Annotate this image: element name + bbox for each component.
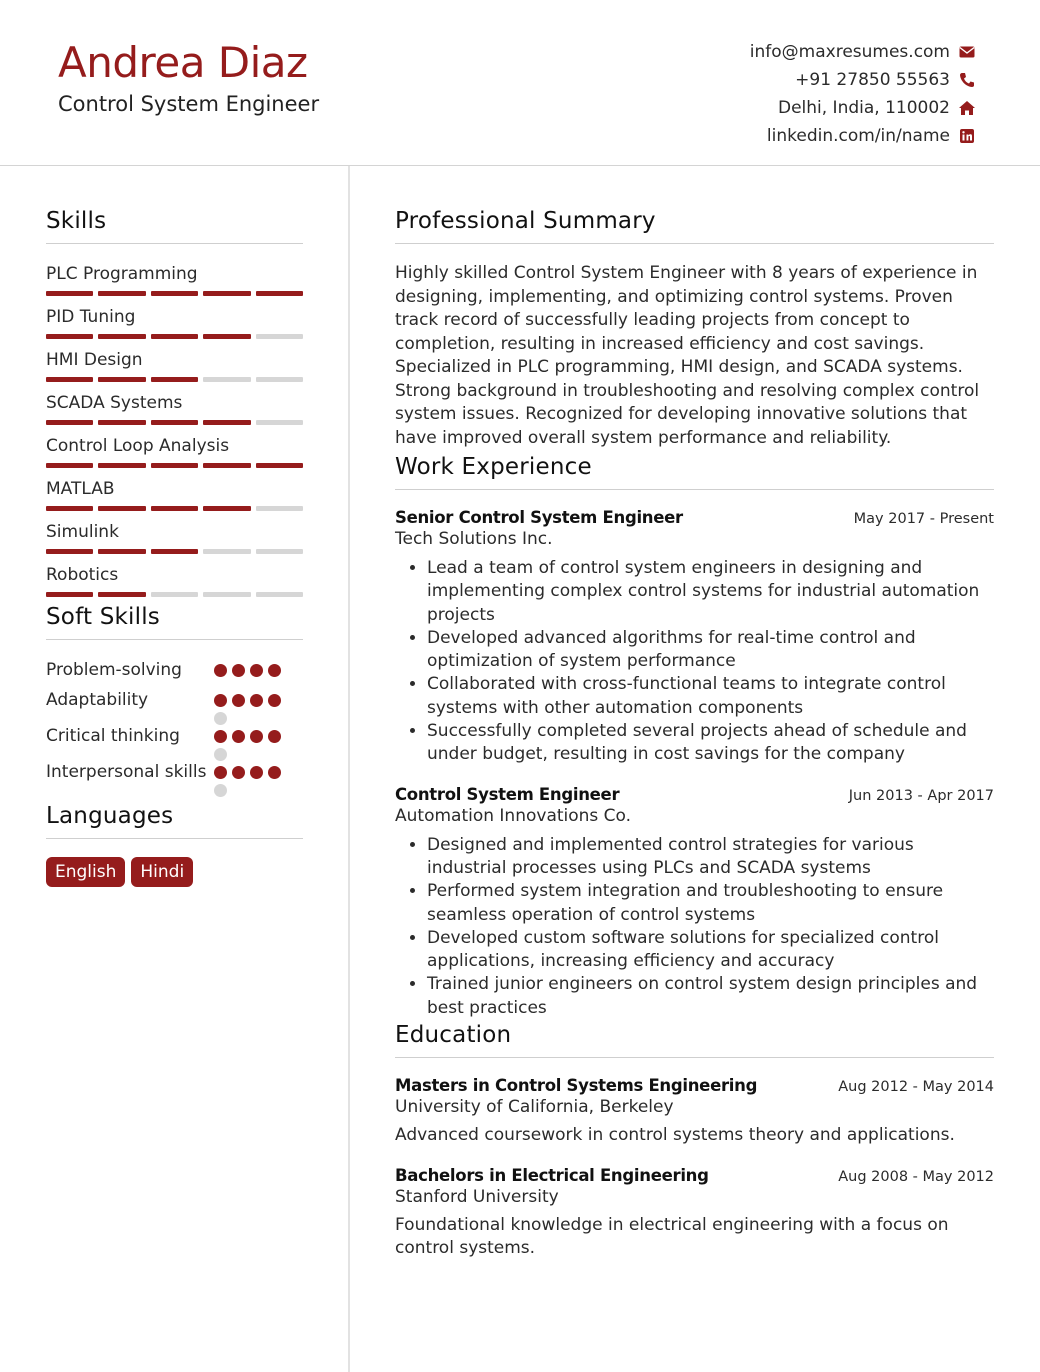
skill-name: PLC Programming [46,264,198,284]
job-bullet: • Designed and implemented control strategies for various industrial processes using PLCs and SCADA systems [427,834,994,881]
skill-level-segment [203,291,250,296]
languages-heading: Languages [46,803,303,839]
skill-name: MATLAB [46,479,115,499]
contact-location-text: Delhi, India, 110002 [777,98,950,118]
skill-item [46,262,303,305]
skill-level-segment [256,592,303,597]
skill-level-segment [46,377,93,382]
skill-item [46,563,303,606]
skill-level-segment [98,291,145,296]
job-bullets [395,557,994,767]
soft-skill-dot [250,694,263,707]
soft-skill-dot [250,664,263,677]
skill-level-segment [203,420,250,425]
job-bullet: • Performed system integration and troubleshooting to ensure seamless operation of control systems [427,880,994,927]
skill-level-segment [151,291,198,296]
skill-level-segment [151,463,198,468]
skill-level-segment [46,463,93,468]
skill-level-segment [203,506,250,511]
soft-skill-dot [268,694,281,707]
skill-name: Simulink [46,522,119,542]
contact-phone[interactable] [750,66,976,94]
skill-level-segment [46,549,93,554]
skill-level-segment [98,420,145,425]
experience-heading: Work Experience [395,454,994,490]
soft-skill-dot [250,766,263,779]
soft-skill-dot [232,766,245,779]
job-bullet: • Developed custom software solutions for specialized control applications, increasing efficiency and accuracy [427,927,994,974]
skill-name: PID Tuning [46,307,136,327]
education-description: Advanced coursework in control systems theory and applications. [395,1125,955,1146]
education-description: Foundational knowledge in electrical engineering with a focus on control systems. [395,1214,949,1259]
experience-list [395,508,994,1020]
skill-level-segment [203,592,250,597]
skill-level-segment [46,592,93,597]
skills-heading: Skills [46,208,303,244]
job-bullet: • Collaborated with cross-functional teams to integrate control systems with other automation components [427,673,994,720]
education-heading: Education [395,1022,994,1058]
skill-level-segment [98,592,145,597]
education-entry [395,1166,994,1261]
contact-email[interactable] [750,38,976,66]
skill-level-segment [46,506,93,511]
job-entry [395,508,994,767]
education-school: Stanford University [395,1186,559,1207]
skill-level-bar [46,549,303,554]
soft-skill-item [46,761,303,797]
language-tag: Hindi [131,857,193,887]
job-entry [395,785,994,1020]
education-header [395,1076,994,1095]
job-bullets [395,834,994,1020]
soft-skill-item [46,659,303,689]
skill-level-segment [256,506,303,511]
job-dates: May 2017 - Present [853,511,994,527]
education-dates: Aug 2008 - May 2012 [838,1168,994,1185]
soft-skill-dot [214,730,227,743]
soft-skill-dot [268,730,281,743]
job-title: Control System Engineer [395,784,620,804]
education-degree: Masters in Control Systems Engineering [395,1076,758,1096]
skill-level-bar [46,334,303,339]
languages-list [46,857,303,887]
skill-name: Control Loop Analysis [46,436,230,456]
column-divider [348,166,350,1372]
job-bullet: • Developed advanced algorithms for real-time control and optimization of system performance [427,627,994,674]
skill-level-segment [151,334,198,339]
contact-email-text: info@maxresumes.com [749,42,950,62]
soft-skill-name: Interpersonal skills [46,762,207,782]
soft-skills-list [46,659,303,797]
soft-skill-dot [214,694,227,707]
linkedin-icon [958,127,976,145]
candidate-name: Andrea Diaz [58,38,308,87]
soft-skill-dot [214,766,227,779]
contact-linkedin[interactable] [750,122,976,150]
soft-skill-name: Problem-solving [46,660,182,680]
phone-icon [958,71,976,89]
skill-level-segment [256,291,303,296]
left-column [46,208,303,887]
skill-level-segment [151,549,198,554]
skill-level-bar [46,420,303,425]
skill-level-segment [256,420,303,425]
skill-level-segment [151,592,198,597]
skill-level-segment [203,377,250,382]
job-bullet: • Trained junior engineers on control system design principles and best practices [427,973,994,1020]
skill-level-segment [151,506,198,511]
skill-item [46,305,303,348]
job-dates: Jun 2013 - Apr 2017 [848,787,994,804]
soft-skill-item [46,725,303,761]
skill-level-segment [203,549,250,554]
skill-level-segment [256,334,303,339]
job-title: Senior Control System Engineer [395,508,683,527]
summary-heading: Professional Summary [395,208,994,244]
education-list [395,1076,994,1261]
right-column [395,208,994,1261]
soft-skill-dot [214,748,227,761]
skill-item [46,391,303,434]
skill-level-bar [46,506,303,511]
education-school: University of California, Berkeley [395,1097,674,1118]
education-entry [395,1076,994,1148]
education-degree: Bachelors in Electrical Engineering [395,1165,709,1185]
skill-level-segment [203,334,250,339]
soft-skill-dot [232,694,245,707]
contact-location [750,94,976,122]
job-bullet: • Successfully completed several projects ahead of schedule and under budget, resulting in cost savings for the company [427,720,994,767]
soft-skill-dot [232,730,245,743]
skill-level-segment [256,463,303,468]
skill-level-segment [46,334,93,339]
skill-level-segment [98,463,145,468]
soft-skills-heading: Soft Skills [46,604,303,640]
skill-level-segment [98,506,145,511]
soft-skill-dot [268,766,281,779]
resume-header [0,0,1040,166]
soft-skill-dot [214,784,227,797]
skill-item [46,520,303,563]
skill-name: Robotics [46,565,119,585]
contact-phone-text: +91 27850 55563 [795,70,950,90]
job-header [395,785,994,804]
soft-skill-dot [214,712,227,725]
skill-level-bar [46,377,303,382]
soft-skill-name: Critical thinking [46,726,180,746]
skill-level-segment [151,377,198,382]
skill-level-segment [98,377,145,382]
summary-text: Highly skilled Control System Engineer with 8 years of experience in designing, implementing, and optimizing control systems. Proven track record of successfully leading projects from concept to completion, resulting in increased efficiency and cost savings. Specialized in PLC programming, HMI design, and SCADA systems. Strong background in troubleshooting and resolving complex control system issues. Recognized for developing innovative solutions that have improved overall system performance and reliability. [395,263,980,448]
job-company: Automation Innovations Co. [395,805,632,826]
envelope-icon [958,43,976,61]
soft-skill-dot [250,730,263,743]
education-dates: Aug 2012 - May 2014 [838,1079,994,1096]
soft-skill-dot [232,664,245,677]
skill-level-bar [46,463,303,468]
skill-level-segment [46,291,93,296]
skill-level-segment [98,549,145,554]
job-header [395,508,994,527]
soft-skill-dot [214,664,227,677]
skill-name: HMI Design [46,350,143,370]
skill-level-segment [256,549,303,554]
soft-skill-dot [268,664,281,677]
job-company: Tech Solutions Inc. [395,529,553,549]
contact-block [750,38,976,150]
skill-item [46,434,303,477]
skill-level-segment [98,334,145,339]
soft-skill-dots [214,659,294,689]
soft-skill-dots [214,689,294,725]
home-icon [958,99,976,117]
soft-skill-name: Adaptability [46,690,149,710]
contact-linkedin-text: linkedin.com/in/name [766,126,950,146]
soft-skill-item [46,689,303,725]
skill-level-segment [256,377,303,382]
skill-level-segment [46,420,93,425]
soft-skill-dots [214,761,294,797]
skill-level-segment [203,463,250,468]
skill-level-bar [46,291,303,296]
skill-level-bar [46,592,303,597]
skill-item [46,348,303,391]
language-tag: English [46,857,125,887]
skill-level-segment [151,420,198,425]
candidate-role: Control System Engineer [58,92,320,116]
skills-list [46,262,303,606]
soft-skill-dots [214,725,294,761]
skill-name: SCADA Systems [46,393,183,413]
job-bullet: • Lead a team of control system engineers in designing and implementing complex control systems for industrial automation projects [427,557,994,627]
education-header [395,1166,994,1185]
skill-item [46,477,303,520]
